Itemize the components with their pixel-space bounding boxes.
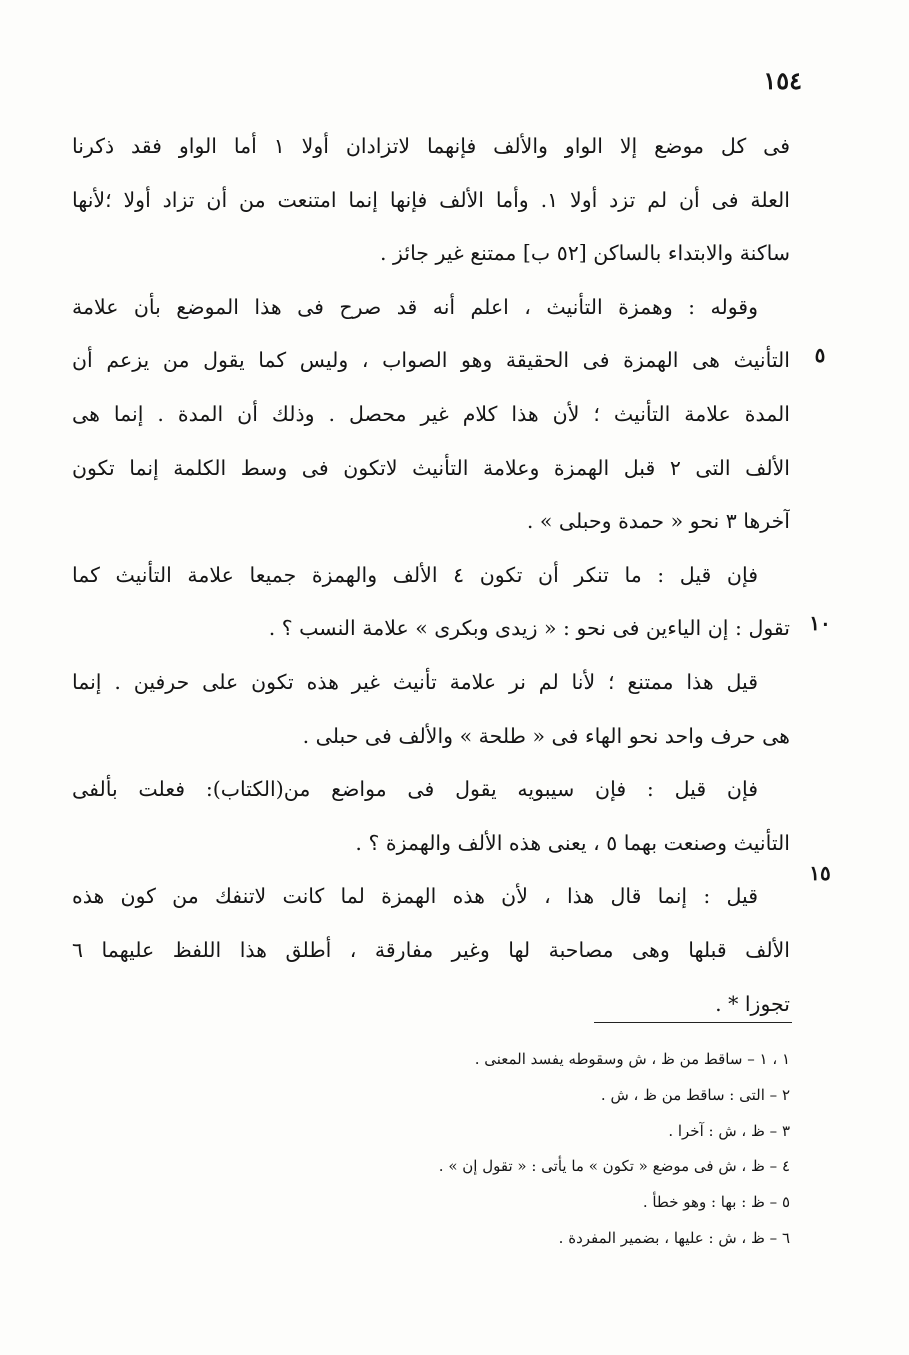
text-line: التأنيث هى الهمزة فى الحقيقة وهو الصواب ، وليس كما يقول من يزعم أن [72, 348, 790, 373]
text-line: الألف قبلها وهى مصاحبة لها وغير مفارقة ، أطلق هذا اللفظ عليهما ٦ [72, 937, 790, 962]
line-number-5: ٥ [814, 343, 826, 367]
main-text [72, 120, 790, 1031]
footnote: ٦ – ظ ، ش : عليها ، بضمير المفردة . [558, 1228, 790, 1247]
text-line: قيل هذا ممتنع ؛ لأنا لم نر علامة تأنيث غير هذه تكون على حرفين . إنما [72, 669, 758, 694]
text-line: فى كل موضع إلا الواو والألف فإنهما لاتزادان أولا ١ أما الواو فقد ذكرنا [72, 134, 790, 158]
text-line: تقول : إن الياءين فى نحو : « زيدى وبكرى » علامة النسب ؟ . [268, 616, 790, 641]
text-line: فإن قيل : ما تنكر أن تكون ٤ الألف والهمزة جميعا علامة التأنيث كما [72, 562, 758, 587]
text-line: التأنيث وصنعت بهما ٥ ، يعنى هذه الألف والهمزة ؟ . [355, 830, 790, 855]
text-line: ساكنة والابتداء بالساكن [٥٢ ب] ممتنع غير جائز . [380, 241, 790, 266]
text-line: هى حرف واحد نحو الهاء فى « طلحة » والألف فى حبلى . [302, 723, 790, 748]
text-line: العلة فى أن لم تزد أولا ١. وأما الألف فإنها إنما امتنعت من أن تزاد أولا ؛لأنها [72, 187, 790, 212]
line-number-10: ١٠ [809, 611, 831, 635]
footnote: ٤ – ظ ، ش فى موضع « تكون » ما يأتى : « تقول إن » . [438, 1157, 790, 1176]
text-line: الألف التى ٢ قبل الهمزة وعلامة التأنيث لاتكون فى وسط الكلمة إنما تكون [72, 455, 790, 480]
footnote: ١ ، ١ – ساقط من ظ ، ش وسقوطه يفسد المعنى . [474, 1050, 790, 1068]
footnotes [250, 1042, 790, 1257]
page-number: ١٥٤ [763, 66, 802, 95]
footnote: ٢ – التى : ساقط من ظ ، ش . [600, 1085, 790, 1104]
text-line: تجوزا * . [715, 991, 790, 1016]
footnote: ٣ – ظ ، ش : آخرا . [668, 1121, 790, 1140]
text-line: آخرها ٣ نحو « حمدة وحبلى » . [526, 509, 790, 534]
footnote: ٥ – ظ : بها : وهو خطأ . [642, 1193, 790, 1212]
text-line: وقوله : وهمزة التأنيث ، اعلم أنه قد صرح فى هذا الموضع بأن علامة [72, 294, 758, 319]
footnote-separator [594, 1022, 792, 1023]
text-line: المدة علامة التأنيث ؛ لأن هذا كلام غير محصل . وذلك أن المدة . إنما هى [72, 401, 790, 426]
text-line: فإن قيل : فإن سيبويه يقول فى مواضع من(الكتاب): فعلت بألفى [72, 777, 758, 802]
line-number-15: ١٥ [809, 861, 831, 885]
text-line: قيل : إنما قال هذا ، لأن هذه الهمزة لما كانت لاتنفك من كون هذه [72, 884, 758, 909]
